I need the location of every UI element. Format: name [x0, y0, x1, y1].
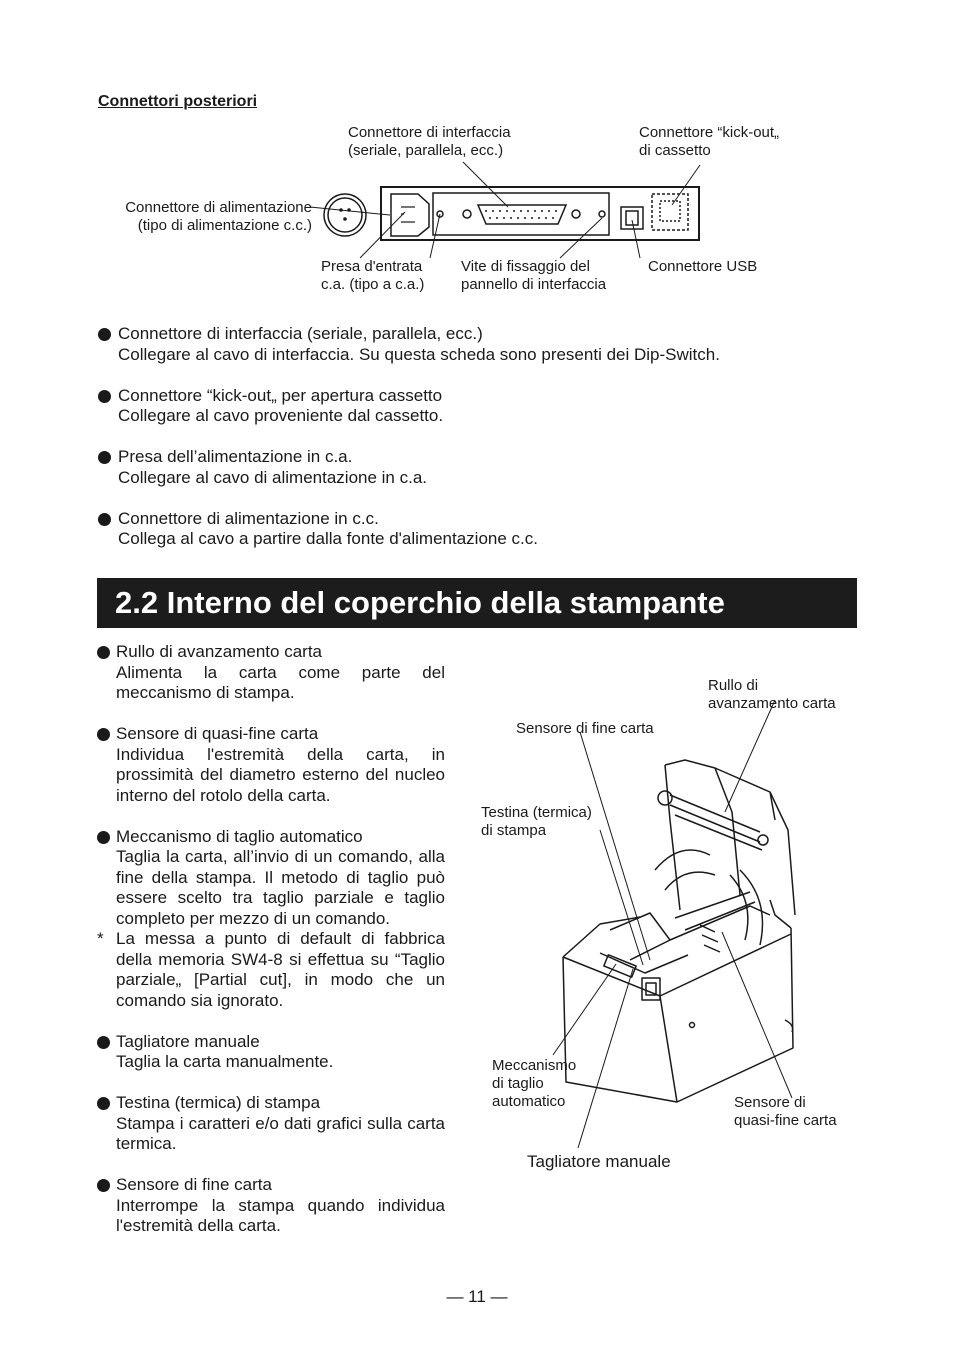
label-autocutter: Meccanismo di taglio automatico	[492, 1057, 577, 1110]
label-feed-roller: Rullo di avanzamento carta	[708, 677, 836, 712]
item-title: Sensore di fine carta	[116, 1175, 272, 1194]
item-desc: Interrompe la stampa quando individua l'estremità della carta.	[116, 1195, 445, 1235]
list-item	[97, 827, 445, 930]
label-interface-connector: Connettore di interfaccia (seriale, parallela, ecc.)	[348, 124, 511, 159]
db25-connector-icon	[478, 205, 566, 224]
note-asterisk: *	[97, 929, 104, 948]
printer-base	[563, 928, 793, 1102]
bullet-icon	[97, 1097, 110, 1110]
item-desc: Alimenta la carta come parte del meccanismo di stampa.	[116, 662, 445, 702]
bullet-desc: Collegare al cavo proveniente dal cassetto.	[118, 406, 444, 425]
item-title: Meccanismo di taglio automatico	[116, 826, 363, 846]
bullet-title: Presa dell’alimentazione in c.a.	[118, 447, 353, 466]
bullet-desc: Collegare al cavo di interfaccia. Su questa scheda sono presenti dei Dip-Switch.	[118, 344, 720, 364]
list-item	[97, 1032, 445, 1073]
bullet-icon	[97, 646, 110, 659]
bullet-title: Connettore di interfaccia (seriale, parallela, ecc.)	[118, 324, 483, 343]
factory-default-note	[97, 929, 445, 1011]
connector-bullet-list	[98, 324, 720, 570]
page-number: — 11 —	[446, 1287, 508, 1306]
bullet-title: Connettore di alimentazione in c.c.	[118, 508, 379, 528]
label-panel-screw: Vite di fissaggio del pannello di interfaccia	[461, 258, 607, 293]
interface-panel	[433, 193, 609, 235]
bullet-title: Connettore “kick-out„ per apertura cassetto	[118, 385, 443, 405]
item-desc: Taglia la carta, all’invio di un comando, alla fine della stampa. Il metodo di taglio può essere scelto tra taglio parziale e taglio completo per mezzo di un comando.	[116, 847, 445, 928]
section-heading: 2.2 Interno del coperchio della stampante	[97, 578, 857, 628]
item-desc: Individua l'estremità della carta, in prossimità del diametro esterno del nucleo interno del rotolo della carta.	[116, 744, 445, 805]
item-desc: Stampa i caratteri e/o dati grafici sulla carta termica.	[116, 1113, 445, 1153]
list-item	[97, 1093, 445, 1155]
list-item	[98, 324, 720, 365]
dc-power-connector-icon	[324, 194, 366, 236]
bullet-icon	[97, 1036, 110, 1049]
label-near-end-sensor: Sensore di quasi-fine carta	[734, 1094, 837, 1129]
label-manual-cutter: Tagliatore manuale	[527, 1152, 671, 1171]
item-title: Tagliatore manuale	[116, 1031, 260, 1051]
bullet-desc: Collega al cavo a partire dalla fonte d'alimentazione c.c.	[118, 529, 538, 548]
note-text: La messa a punto di default di fabbrica della memoria SW4-8 si effettua su “Taglio parziale„ [Partial cut], in modo che un comando sia ignorato.	[116, 929, 445, 1010]
label-print-head: Testina (termica) di stampa	[481, 804, 592, 839]
connectors-subheading: Connettori posteriori	[98, 93, 258, 110]
bullet-icon	[98, 513, 111, 526]
label-power-connector: Connettore di alimentazione (tipo di alimentazione c.c.)	[125, 199, 312, 234]
bullet-icon	[97, 1179, 110, 1192]
list-item	[98, 386, 720, 427]
label-usb-connector: Connettore USB	[648, 258, 758, 275]
bullet-icon	[98, 328, 111, 341]
list-item	[97, 724, 445, 806]
list-item	[97, 1175, 445, 1237]
bullet-icon	[98, 390, 111, 403]
list-item	[97, 642, 445, 704]
bullet-icon	[98, 451, 111, 464]
list-item	[98, 447, 720, 488]
item-desc: Taglia la carta manualmente.	[116, 1052, 334, 1071]
label-kickout-connector: Connettore “kick-out„ di cassetto	[639, 124, 780, 159]
item-title: Rullo di avanzamento carta	[116, 642, 323, 661]
right-screw-icon	[572, 210, 580, 218]
bullet-desc: Collegare al cavo di alimentazione in c.a.	[118, 467, 428, 487]
feed-roller-icon	[670, 795, 760, 832]
list-item	[98, 509, 720, 550]
bullet-icon	[97, 728, 110, 741]
item-title: Testina (termica) di stampa	[116, 1093, 321, 1112]
ac-inlet-icon	[391, 194, 429, 236]
label-end-sensor: Sensore di fine carta	[516, 720, 654, 737]
label-ac-inlet: Presa d'entrata c.a. (tipo a c.a.)	[321, 258, 425, 293]
kickout-jack-icon	[652, 194, 688, 230]
left-screw-icon	[463, 210, 471, 218]
item-title: Sensore di quasi-fine carta	[116, 724, 319, 743]
bullet-icon	[97, 831, 110, 844]
component-description-list	[97, 642, 445, 1257]
